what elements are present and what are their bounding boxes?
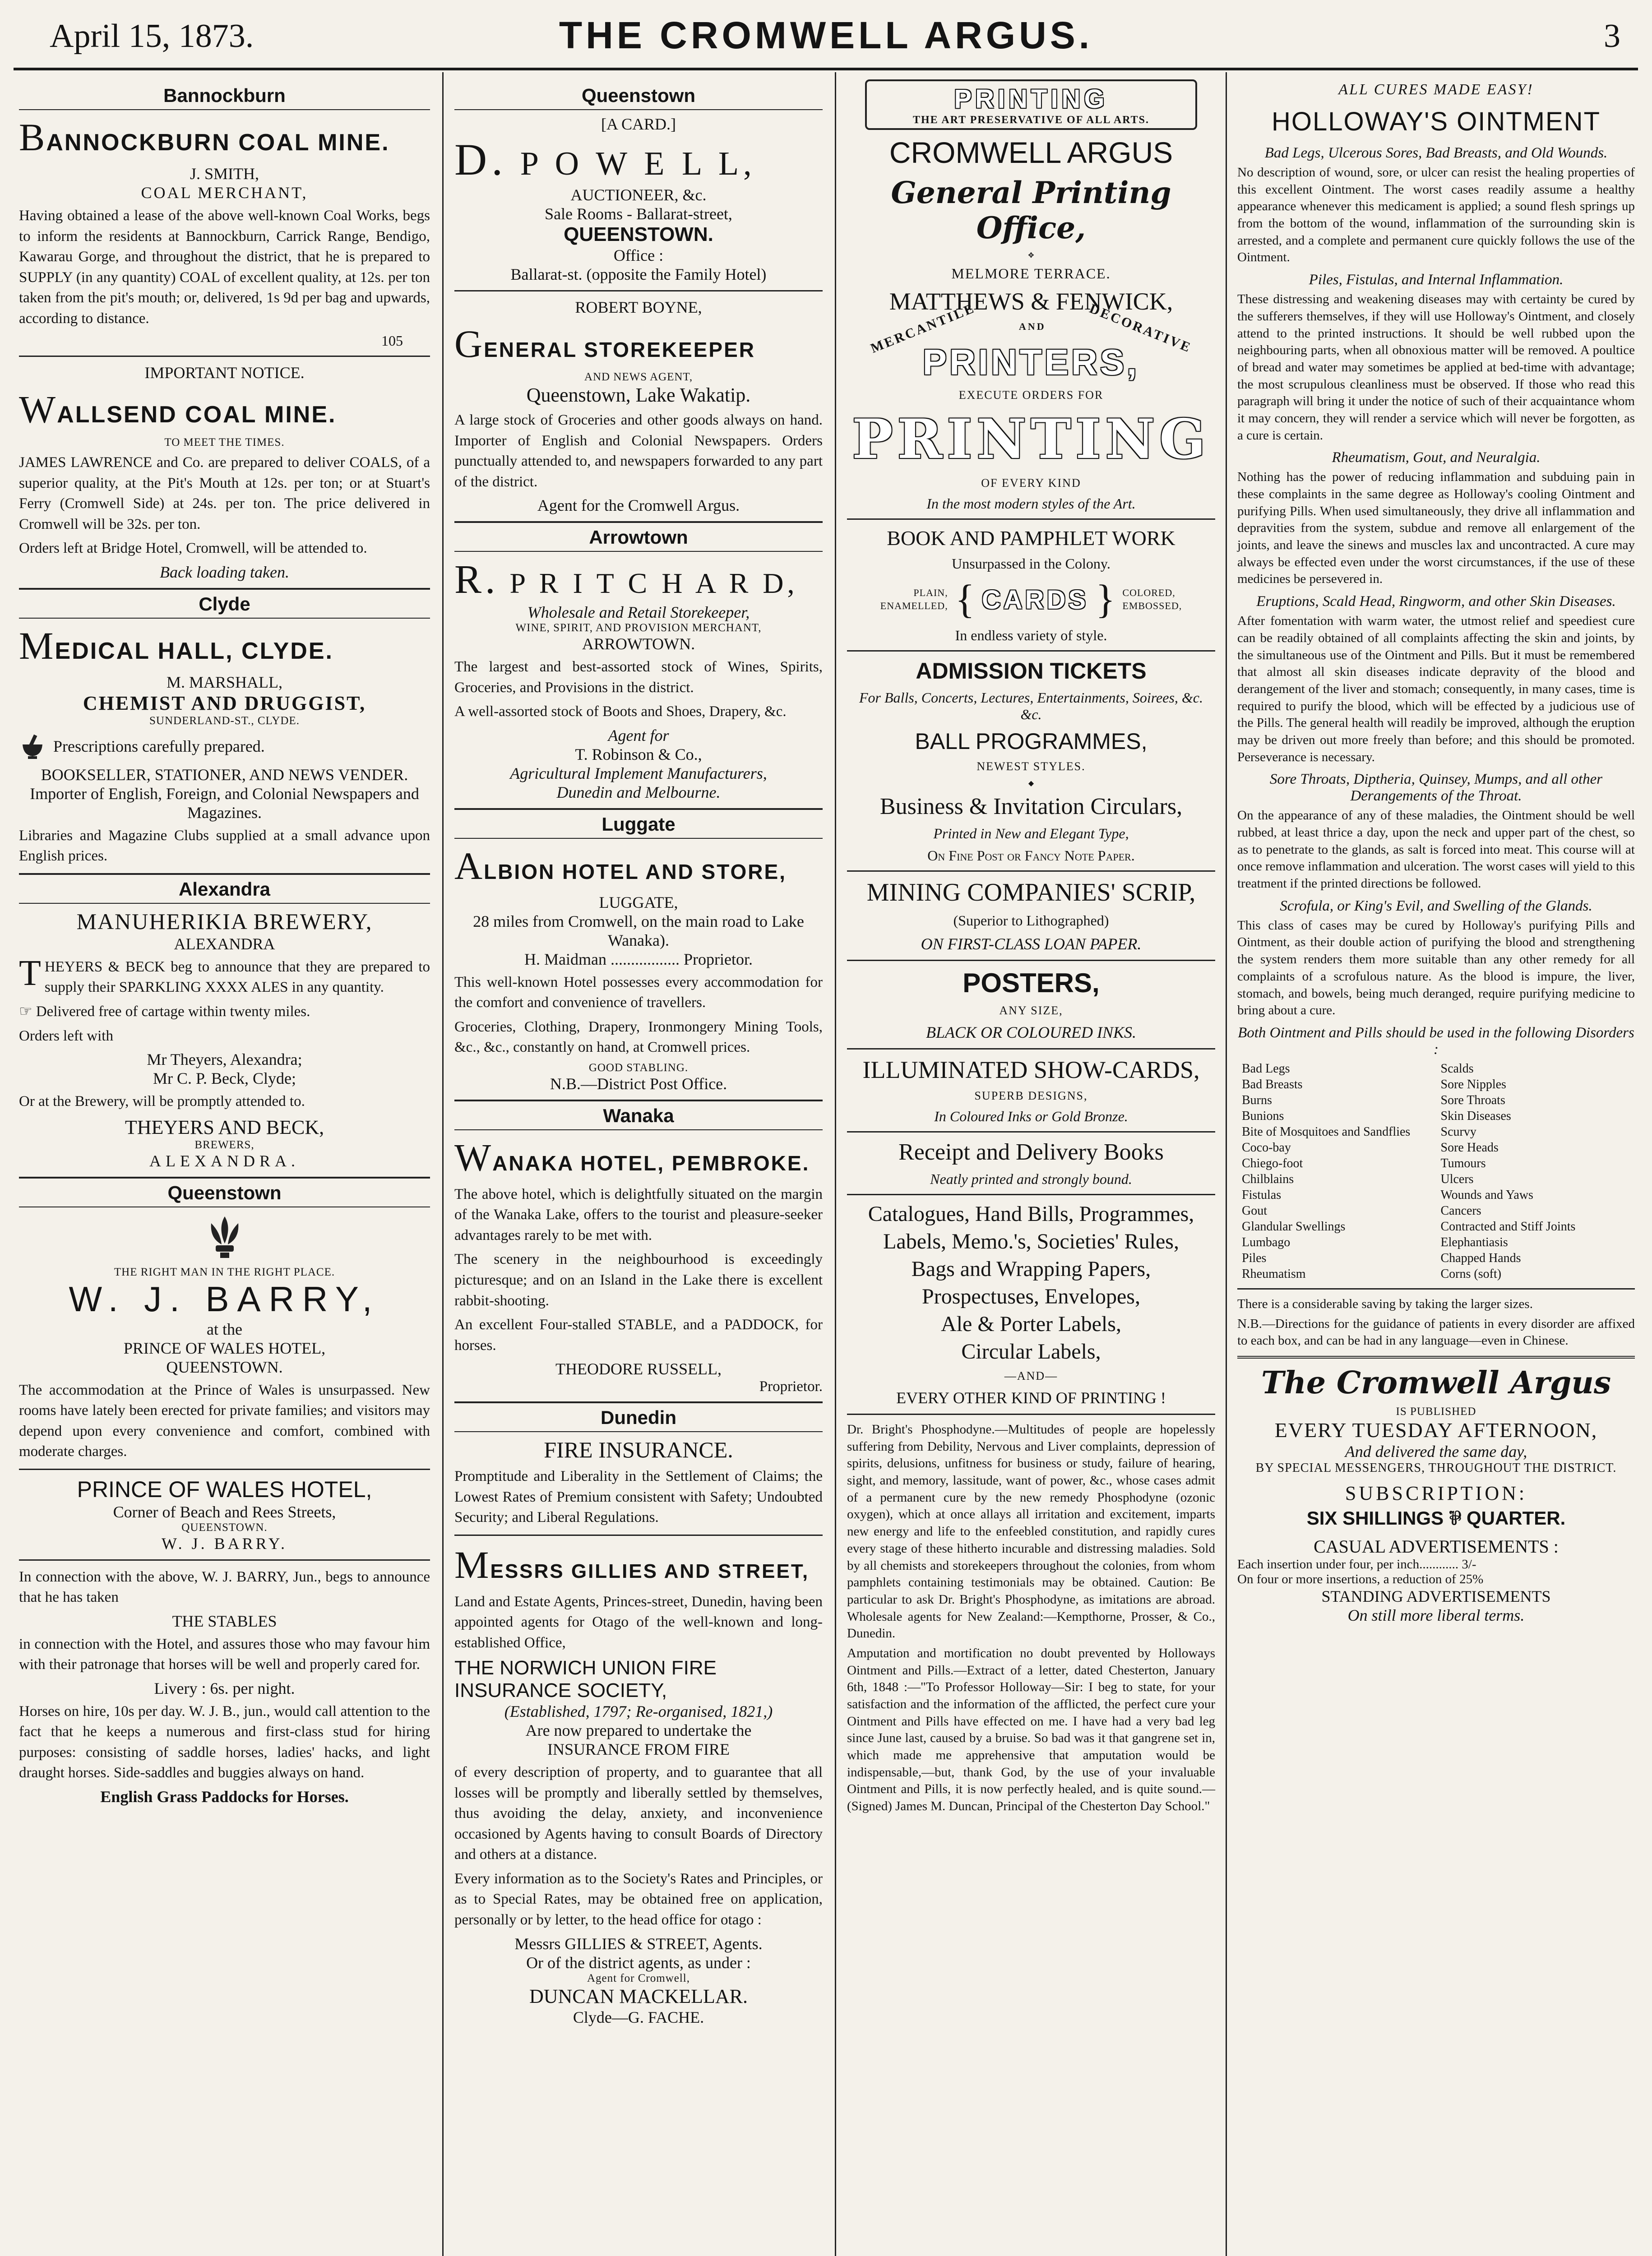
ad-body: The above hotel, which is delightfully situated on the margin of the Wanaka Lake, offers to the tourist and pleasure-seeker advantages rarely to be met with. (454, 1186, 823, 1244)
drop-cap: G (454, 322, 484, 365)
drop-cap: A (454, 844, 484, 888)
ad-body: HEYERS & BECK beg to announce that they are prepared to supply their SPARKLING XXXX ALES in any quantity. (44, 958, 430, 996)
ad-name: J. SMITH, (190, 165, 259, 183)
ad-number: 105 (381, 333, 403, 349)
ad-line: IS PUBLISHED (1396, 1405, 1476, 1418)
divider (1237, 1356, 1635, 1359)
ad-trade: COAL MERCHANT, (141, 184, 308, 202)
disorder-item: Sore Heads (1440, 1140, 1499, 1155)
drop-cap: B (19, 116, 46, 159)
ad-line: 28 miles from Cromwell, on the main road to Lake Wanaka). (473, 912, 804, 949)
ad-body: The accommodation at the Prince of Wales is unsurpassed. New rooms have lately been erected for private families; and visitors may depend upon every convenience and comfort, combined with moderate charges. (19, 1382, 430, 1460)
ad-line: —AND— (1004, 1369, 1058, 1382)
divider (847, 1131, 1215, 1133)
ad-line: ENAMELLED, (880, 600, 948, 611)
ad-name: P O W E L L, (520, 145, 756, 182)
ad-line: On four or more insertions, a reduction of 25% (1237, 1572, 1484, 1586)
ad-line: SUPERB DESIGNS, (974, 1089, 1088, 1102)
ad-line: Sale Rooms - Ballarat-street, (545, 205, 732, 223)
drop-cap: M (454, 1543, 491, 1586)
drop-cap: M (19, 624, 55, 667)
ad-note: Back loading taken. (160, 563, 289, 581)
ad-prince-of-wales (19, 1212, 430, 1806)
ad-line: GOOD STABLING. (588, 1061, 689, 1074)
ad-body: Promptitude and Liberality in the Settlement of Claims; the Lowest Rates of Premium consistent with Safety; Undoubted Security; and Liberal Regulations. (454, 1468, 823, 1526)
banner-title: PRINTING (954, 84, 1108, 114)
drop-cap: W (454, 1135, 493, 1179)
ad-albion (454, 843, 823, 1093)
ad-line: OF EVERY KIND (981, 476, 1081, 490)
disorder-item: Bad Breasts (1242, 1077, 1303, 1091)
brace-icon: } (1096, 577, 1115, 622)
divider (19, 356, 430, 357)
holloway-title: HOLLOWAY'S OINTMENT (1271, 107, 1601, 136)
ad-title: ANAKA HOTEL, PEMBROKE. (492, 1151, 810, 1175)
ad-heading: Eruptions, Scald Head, Ringworm, and other Skin Diseases. (1256, 593, 1616, 610)
ad-line: POSTERS, (963, 968, 1100, 998)
banner-sub: THE ART PRESERVATIVE OF ALL ARTS. (912, 114, 1150, 126)
ad-line: EXECUTE ORDERS FOR (958, 388, 1104, 402)
ad-orders: Orders left at Bridge Hotel, Cromwell, will be attended to. (19, 540, 367, 557)
ad-line: Importer of English, Foreign, and Colonial Newspapers and Magazines. (30, 784, 419, 822)
ornament-icon: ◆ (1028, 780, 1034, 787)
ad-line: Each insertion under four, per inch............ 3/- (1237, 1557, 1476, 1572)
divider (847, 1048, 1215, 1049)
ad-line: Prospectuses, Envelopes, (922, 1285, 1140, 1308)
ad-line: Prescriptions carefully prepared. (53, 737, 265, 755)
ad-line: Ale & Porter Labels, (941, 1312, 1121, 1336)
ad-line: (Superior to Lithographed) (953, 912, 1109, 929)
ad-line: Are now prepared to undertake the (525, 1721, 752, 1740)
disorder-item: Chiego-foot (1242, 1156, 1303, 1170)
ad-delivery: Delivered free of cartage within twenty miles. (36, 1003, 310, 1020)
disorder-item: Bite of Mosquitoes and Sandflies (1242, 1124, 1411, 1139)
ad-line: Clyde—G. FACHE. (573, 2008, 704, 2026)
ad-body: Dr. Bright's Phosphodyne.—Multitudes of people are hopelessly suffering from Debility, Nervous and Liver complaints, depression of spirits, delusions, unfitness for business or study, failure of hearing, sight, and memory, lassitude, want of power, &c., whose cases admit of a permanent cure by the new remedy Phosphodyne (ozonic oxygen), which at once allays all irritation and excitement, imparts new energy and life to the enfeebled constitution, and rapidly cures every stage of these hitherto incurable and distressing maladies. Sold by all chemists and storekeepers throughout the colonies, from whom pamphlets containing testimonials may be obtained. Caution: Be particular to ask Dr. Bright's Phosphodyne, as imitations are abroad. Wholesale agents for New Zealand:—Kempthorne, Prosser, & Co., Dunedin. (847, 1422, 1215, 1641)
ad-title: LBION HOTEL AND STORE, (484, 860, 787, 883)
ad-body: Nothing has the power of reducing inflammation and subduing pain in these complaints in the same degree as Holloway's cooling Ointment and purifying Pills. When used simultaneously, they drive all inflammation and depravities from the system, subdue and remove all enlargement of the joints, and leave the sinews and muscles lax and uncontracted. A cure may always be effected even under the worst circumstances, if the use of these medicines be persevered in. (1237, 470, 1635, 587)
ad-order-line: Mr C. P. Beck, Clyde; (153, 1069, 296, 1088)
printing-title: PRINTING (852, 407, 1210, 471)
disorder-item: Piles (1242, 1251, 1267, 1265)
ad-line: EMBOSSED, (1122, 600, 1182, 611)
ornament-icon: ✥ (1028, 252, 1034, 259)
ad-sub: AND NEWS AGENT, (584, 371, 693, 383)
ad-line: DUNCAN MACKELLAR. (529, 1985, 748, 2007)
drop-cap: W (19, 388, 57, 431)
ad-line: STANDING ADVERTISEMENTS (1321, 1587, 1551, 1605)
ad-line: BALL PROGRAMMES, (915, 729, 1148, 754)
ad-heading: Rheumatism, Gout, and Neuralgia. (1332, 449, 1541, 466)
ad-body: Amputation and mortification no doubt prevented by Holloways Ointment and Pills.—Extract of a letter, dated Chesterton, January 6th, 1848 :—"To Professor Holloway—Sir: I beg to state, for your satisfaction and the information of the afflicted, the perfect cure your Ointment and Pills have effected on me. I have had a very bad leg since June last, caused by a bruise. So bad was it that gangrene set in, which made me apprehensive that amputation would be indispensable,—but, thank God, by the use of your invaluable Ointment and Pills, it is now perfectly healed, and is quite sound.—(Signed) James M. Duncan, Principal of the Chesterton Day School." (847, 1646, 1215, 1814)
ad-pritchard (454, 556, 823, 802)
ad-body: N.B.—Directions for the guidance of patients in every disorder are affixed to each box, and can be had in any language—even in Chinese. (1237, 1316, 1635, 1348)
section-head: Luggate (454, 808, 823, 839)
brace-icon: { (955, 577, 975, 622)
section-head: Alexandra (19, 873, 430, 904)
ad-town: ARROWTOWN. (582, 635, 695, 653)
ad-line: WINE, SPIRIT, AND PROVISION MERCHANT, (515, 622, 762, 634)
firm-name: MATTHEWS & FENWICK, (889, 288, 1173, 315)
ad-title: ESSRS GILLIES AND STREET, (490, 1560, 810, 1582)
ad-trade: Wholesale and Retail Storekeeper, (527, 603, 750, 622)
ad-line: THE STABLES (172, 1612, 277, 1630)
column-rule (835, 72, 836, 2256)
ad-line: Catalogues, Hand Bills, Programmes, (868, 1202, 1194, 1226)
section-head: Clyde (19, 588, 430, 619)
ad-card: [A CARD.] (601, 115, 676, 133)
masthead (0, 0, 1652, 68)
ad-body: Land and Estate Agents, Princes-street, Dunedin, having been appointed agents for Otago of the well-known and long-established Office, (454, 1593, 823, 1651)
ad-address: SUNDERLAND-ST., CLYDE. (149, 714, 300, 727)
divider (847, 1414, 1215, 1415)
ad-line: MINING COMPANIES' SCRIP, (866, 878, 1196, 906)
divider (19, 1469, 430, 1470)
ad-line: BLACK OR COLOURED INKS. (925, 1023, 1137, 1041)
ad-body: There is a considerable saving by taking the larger sizes. (1237, 1296, 1533, 1311)
ad-line: Or of the district agents, as under : (526, 1953, 751, 1972)
ad-body: A well-assorted stock of Boots and Shoes, Drapery, &c. (454, 703, 787, 720)
ad-line: COLORED, (1122, 587, 1175, 599)
ad-line: Agent for Cromwell, (587, 1972, 690, 1984)
disorder-item: Chapped Hands (1440, 1251, 1521, 1265)
ad-line: QUEENSTOWN. (166, 1358, 283, 1376)
ad-agent: Dunedin and Melbourne. (556, 783, 721, 801)
divider (847, 870, 1215, 872)
ad-line: PLAIN, (913, 587, 948, 599)
drop-cap: R. (454, 557, 499, 602)
printers-title: PRINTERS, (922, 342, 1140, 382)
ad-title: ALLSEND COAL MINE. (57, 402, 337, 428)
disorder-item: Sore Throats (1440, 1093, 1505, 1107)
section-head: Bannockburn (19, 81, 430, 110)
ad-line: In endless variety of style. (955, 627, 1107, 643)
ad-line: For Balls, Concerts, Lectures, Entertainments, Soirees, &c. &c. (859, 689, 1203, 722)
ad-agent: Agricultural Implement Manufacturers, (510, 764, 767, 782)
ad-line: ADMISSION TICKETS (916, 658, 1147, 684)
ad-body: Horses on hire, 10s per day. W. J. B., jun., would call attention to the fact that he keeps a numerous and first-class stud for hiring purposes: consisting of saddle horses, ladies' hacks, and light draught horses. Side-saddles and buggies always on hand. (19, 1703, 430, 1781)
ad-name: ROBERT BOYNE, (575, 298, 702, 316)
disorder-item: Elephantiasis (1440, 1235, 1508, 1249)
ad-line: On Fine Post or Fancy Note Paper. (927, 847, 1135, 864)
disorder-item: Tumours (1440, 1156, 1486, 1170)
disorder-item: Gout (1242, 1203, 1267, 1218)
ad-line: Unsurpassed in the Colony. (952, 555, 1111, 572)
section-head: Queenstown (454, 81, 823, 110)
ad-town: QUEENSTOWN. (564, 223, 713, 245)
ad-signature: ALEXANDRA. (149, 1151, 300, 1170)
ad-body: After fomentation with warm water, the utmost relief and speediest cure can be readily obtained of all complaints affecting the skin and joints, by the simultaneous use of the Ointment and Pills. But it must be remembered that almost all skin diseases indicate depravity of the blood and derangement of the liver and stomach; consequently, in many cases, time is required to purify the blood, which will be effected by a judicious use of the Pills. The general health will readily be improved, although the eruption may be driven out more freely than before; and this should be promoted. Perseverance is necessary. (1237, 614, 1635, 764)
ad-line: EVERY OTHER KIND OF PRINTING ! (896, 1389, 1166, 1407)
ad-phosphodyne (847, 1421, 1215, 1815)
ad-body: Every information as to the Society's Rates and Principles, or as to Special Rates, may be obtained free on application, personally or by letter, to the head office for otago : (454, 1870, 823, 1928)
divider (847, 960, 1215, 961)
ad-body: The largest and best-assorted stock of Wines, Spirits, Groceries, and Provisions in the district. (454, 659, 823, 696)
disorder-item: Wounds and Yaws (1440, 1188, 1533, 1202)
section-head: Dunedin (454, 1401, 823, 1432)
ad-orders: Orders left with (19, 1027, 113, 1044)
ad-line: Bags and Wrapping Papers, (911, 1257, 1151, 1281)
ad-signature: W. J. BARRY. (161, 1534, 288, 1553)
ad-powell (454, 115, 823, 284)
disorder-item: Scalds (1440, 1061, 1474, 1076)
ad-line: QUEENSTOWN. (181, 1521, 268, 1534)
label-and: AND (1018, 321, 1046, 332)
ad-body: Groceries, Clothing, Drapery, Ironmongery Mining Tools, &c., &c., constantly on hand, at Cromwell prices. (454, 1018, 823, 1056)
pointing-hand-icon: ☞ (19, 1003, 36, 1020)
disorder-item: Rheumatism (1242, 1267, 1306, 1281)
ad-line: BY SPECIAL MESSENGERS, THROUGHOUT THE DISTRICT. (1255, 1461, 1617, 1475)
ad-line: (Established, 1797; Re-organised, 1821,) (504, 1702, 773, 1721)
ad-name: P R I T C H A R D, (509, 567, 798, 600)
ad-heading: Both Ointment and Pills should be used in the following Disorders : (1238, 1024, 1634, 1058)
ad-body: Having obtained a lease of the above well-known Coal Works, begs to inform the residents at Bannockburn, Carrick Range, Bendigo, Kawarau Gorge, and throughout the district, that he is prepared to SUPPLY (in any quantity) COAL of excellent quality, at 12s. per ton taken from the pit's mouth; or, delivered, 1s 9d per bag and upwards, according to distance. (19, 208, 430, 327)
section-head: Arrowtown (454, 521, 823, 552)
divider (454, 290, 823, 291)
ad-name: M. MARSHALL, (166, 673, 283, 691)
column-4 (1227, 77, 1645, 2256)
ad-title: ENERAL STOREKEEPER (484, 338, 755, 361)
ad-body: On the appearance of any of these maladies, the Ointment should be well rubbed, at least thrice a day, upon the neck and upper part of the chest, so as to penetrate to the glands, as salt is forced into meat. This course will at once remove inflammation and ulceration. The worst cases will yield to this treatment if the printed directions be followed. (1237, 808, 1635, 891)
disorder-item: Corns (soft) (1440, 1267, 1502, 1281)
column-2 (444, 77, 833, 2256)
cards-block (847, 579, 1215, 620)
ad-order-line: Or at the Brewery, will be promptly attended to. (19, 1093, 305, 1110)
notice-head: IMPORTANT NOTICE. (144, 364, 305, 382)
column-rule (1226, 72, 1227, 2256)
ad-subscription (1237, 1365, 1635, 1625)
ad-line: In the most modern styles of the Art. (926, 495, 1136, 512)
ad-heading: Sore Throats, Diptheria, Quinsey, Mumps, and all other Derangements of the Throat. (1269, 771, 1603, 804)
disorder-item: Cancers (1440, 1203, 1481, 1218)
ad-line: Business & Invitation Circulars, (879, 794, 1183, 819)
ad-brewery (19, 908, 430, 1170)
divider (847, 650, 1215, 652)
ad-order-line: Mr Theyers, Alexandra; (147, 1050, 302, 1069)
ad-trade: AUCTIONEER, &c. (570, 186, 707, 204)
ad-line: On still more liberal terms. (1347, 1606, 1525, 1624)
disorder-item: Scurvy (1440, 1124, 1476, 1139)
ad-line: Libraries and Magazine Clubs supplied at a small advance upon English prices. (19, 827, 430, 864)
ad-agent: T. Robinson & Co., (575, 745, 702, 763)
ad-body: An excellent Four-stalled STABLE, and a PADDOCK, for horses. (454, 1317, 823, 1354)
argus-title: The Cromwell Argus (1261, 1364, 1611, 1401)
ad-bannockburn-coal (19, 115, 430, 349)
ad-line: Neatly printed and strongly bound. (930, 1171, 1132, 1187)
ad-town: ALEXANDRA (174, 934, 275, 953)
ad-name: W. J. BARRY, (69, 1279, 380, 1319)
ad-line: Labels, Memo.'s, Societies' Rules, (883, 1230, 1179, 1253)
ad-boyne (454, 298, 823, 515)
ad-holloway (1237, 145, 1635, 1350)
divider (847, 1194, 1215, 1195)
issue-date: April 15, 1873. (50, 18, 254, 55)
ad-signature: THEYERS AND BECK, (125, 1116, 324, 1138)
ad-body: in connection with the Hotel, and assures those who may favour him with their patronage that horses will be well and properly cared for. (19, 1636, 430, 1673)
ad-heading: Bad Legs, Ulcerous Sores, Bad Breasts, and Old Wounds. (1264, 145, 1608, 161)
drop-cap: T (19, 953, 41, 993)
ad-title: MANUHERIKIA BREWERY, (76, 908, 373, 934)
disorder-item: Bad Legs (1242, 1061, 1290, 1076)
ad-title: FIRE INSURANCE. (544, 1437, 733, 1463)
ad-town: LUGGATE, (599, 893, 678, 911)
section-head: Wanaka (454, 1100, 823, 1130)
divider (1237, 1288, 1635, 1290)
disorder-item: Sore Nipples (1440, 1077, 1506, 1091)
ad-line: Printed in New and Elegant Type, (933, 825, 1129, 841)
ad-heading: Scrofula, or King's Evil, and Swelling of the Glands. (1280, 897, 1592, 914)
column-1 (9, 77, 440, 2256)
mortar-pestle-icon (19, 733, 46, 760)
ad-proprietor: H. Maidman ................. Proprietor. (524, 950, 753, 968)
disorder-item: Bunions (1242, 1109, 1284, 1123)
label-decorative: DECORATIVE (1087, 301, 1194, 356)
disorder-item: Burns (1242, 1093, 1272, 1107)
ad-line: BOOK AND PAMPHLET WORK (887, 527, 1175, 550)
disorder-item: Ulcers (1440, 1172, 1474, 1186)
ad-line: Corner of Beach and Rees Streets, (113, 1502, 336, 1521)
ad-wanaka (454, 1135, 823, 1395)
ad-line: CASUAL ADVERTISEMENTS : (1314, 1536, 1559, 1557)
ad-wallsend-coal (19, 387, 430, 582)
ad-line: In Coloured Inks or Gold Bronze. (934, 1108, 1128, 1124)
ad-fire-insurance (454, 1437, 823, 2026)
ad-line: ANY SIZE, (999, 1004, 1063, 1017)
ad-line: INSURANCE FROM FIRE (547, 1740, 730, 1759)
ad-sub: TO MEET THE TIMES. (164, 436, 285, 449)
cards-title: CARDS (981, 585, 1089, 615)
ad-line: Office : (613, 246, 664, 264)
address: MELMORE TERRACE. (951, 265, 1111, 282)
ad-line: BOOKSELLER, STATIONER, AND NEWS VENDER. (41, 765, 408, 784)
ad-line: ILLUMINATED SHOW-CARDS, (862, 1056, 1200, 1083)
ad-line: English Grass Paddocks for Horses. (100, 1787, 349, 1806)
ad-line: SIX SHILLINGS ⅌ QUARTER. (1306, 1507, 1566, 1529)
ad-heading: Piles, Fistulas, and Internal Inflammation. (1309, 272, 1564, 288)
ad-signature: Proprietor. (759, 1378, 823, 1395)
ad-body: These distressing and weakening diseases may with certainty be cured by the sufferers themselves, if they will use Holloway's Ointment, and closely attend to the printed instructions. It should be well rubbed upon the neighbouring parts, when all obnoxious matter will be removed. A poultice of bread and water may sometimes be applied at bed-time with advantage; the most scrupulous cleanliness must be observed. If those who read this paragraph will bring it under the notice of such of their acquaintance whom it may concern, they will render a service which will never be forgotten, as a cure is certain. (1237, 292, 1635, 443)
disorder-item: Fistulas (1242, 1188, 1282, 1202)
ad-line: Livery : 6s. per night. (154, 1679, 295, 1697)
ad-signature: BREWERS, (194, 1138, 255, 1151)
ad-agent: Agent for (608, 726, 669, 744)
ad-medical-hall (19, 623, 430, 867)
ad-title: EDICAL HALL, CLYDE. (55, 638, 333, 664)
page-number: 3 (1604, 18, 1620, 55)
ad-line: N.B.—District Post Office. (550, 1074, 727, 1093)
ad-line: NEWEST STYLES. (976, 760, 1086, 773)
label-mercantile: MERCANTILE (868, 300, 977, 356)
disorder-item: Lumbago (1242, 1235, 1291, 1249)
ad-signature: THEODORE RUSSELL, (555, 1360, 722, 1378)
masthead-rule (14, 68, 1638, 70)
ad-line: PRINCE OF WALES HOTEL, (123, 1339, 326, 1357)
argus-title: CROMWELL ARGUS (889, 136, 1173, 169)
disorder-item: Chilblains (1242, 1172, 1294, 1186)
ad-body: JAMES LAWRENCE and Co. are prepared to deliver COALS, of a superior quality, at the Pit's Mouth at 12s. per ton; or at Stuart's Ferry (Cromwell Side) at 24s. per ton. The price delivered in Cromwell will be 32s. per ton. (19, 454, 430, 532)
column-3 (837, 77, 1225, 2256)
paper-title: THE CROMWELL ARGUS. (559, 14, 1093, 56)
ad-line: EVERY TUESDAY AFTERNOON, (1274, 1418, 1598, 1442)
disorder-item: Coco-bay (1242, 1140, 1291, 1155)
ad-town: Queenstown, Lake Wakatip. (526, 384, 751, 406)
ad-line: Circular Labels, (961, 1340, 1101, 1364)
divider (454, 1535, 823, 1536)
ad-line: ON FIRST-CLASS LOAN PAPER. (921, 935, 1142, 953)
disorder-item: Glandular Swellings (1242, 1219, 1346, 1234)
ad-address: Ballarat-st. (opposite the Family Hotel) (510, 265, 767, 283)
printing-banner (865, 79, 1197, 130)
ad-body: In connection with the above, W. J. BARRY, Jun., begs to announce that he has taken (19, 1568, 430, 1606)
ad-line: Messrs GILLIES & STREET, Agents. (514, 1934, 763, 1953)
ad-line: SUBSCRIPTION: (1345, 1482, 1527, 1504)
ad-motto: THE RIGHT MAN IN THE RIGHT PLACE. (114, 1266, 335, 1278)
ad-agent: Agent for the Cromwell Argus. (537, 496, 740, 515)
divider (847, 518, 1215, 520)
ad-line: at the (207, 1320, 242, 1338)
ad-body: A large stock of Groceries and other goods always on hand. Importer of English and Colonial Newspapers. Orders punctually attended to, and newspapers forwarded to any part of the district. (454, 412, 823, 490)
ad-body: of every description of property, and to guarantee that all losses will be promptly and liberally settled by themselves, thus avoiding the delay, anxiety, and inconvenience occasioned by Agents having to consult Boards of Directory and others at a distance. (454, 1764, 823, 1863)
ad-title: THE NORWICH UNION FIRE INSURANCE SOCIETY, (454, 1657, 717, 1702)
ad-line: Receipt and Delivery Books (898, 1139, 1164, 1165)
ad-body: The scenery in the neighbourhood is exceedingly picturesque; and on an Island in the Lake there is excellent rabbit-shooting. (454, 1251, 823, 1309)
office-title: General Printing Office, (891, 175, 1171, 245)
ad-body: No description of wound, sore, or ulcer can resist the healing properties of this excellent Ointment. The worst cases readily assume a healthy appearance whenever this medicament is applied; a sound flesh springs up from the bottom of the wound, inflammation of the surrounding skin is arrested, and a complete and permanent cure quickly follows the use of the Ointment. (1237, 165, 1635, 265)
ad-tagline: ALL CURES MADE EASY! (1338, 81, 1534, 98)
section-head: Queenstown (19, 1177, 430, 1207)
disorders-list (1237, 1061, 1635, 1282)
ad-body: This well-known Hotel possesses every accommodation for the comfort and convenience of travellers. (454, 974, 823, 1011)
divider (19, 1559, 430, 1561)
ad-title: ANNOCKBURN COAL MINE. (46, 129, 390, 156)
ad-body: This class of cases may be cured by Holloway's purifying Pills and Ointment, as their double action of purifying the blood and strengthening the system renders them more suitable than any other remedy for all complaints of a scrofulous nature. As the blood is impure, the liver, stomach, and bowels, being much deranged, require purifying medicine to bring about a cure. (1237, 918, 1635, 1018)
column-rule (442, 72, 444, 2256)
ad-line: And delivered the same day, (1345, 1442, 1527, 1461)
ad-title: PRINCE OF WALES HOTEL, (77, 1476, 372, 1502)
disorder-item: Contracted and Stiff Joints (1440, 1219, 1576, 1234)
prince-of-wales-feathers-icon (200, 1212, 250, 1262)
ad-trade: CHEMIST AND DRUGGIST, (83, 692, 366, 714)
disorder-item: Skin Diseases (1440, 1109, 1511, 1123)
drop-cap: D. (454, 134, 508, 185)
